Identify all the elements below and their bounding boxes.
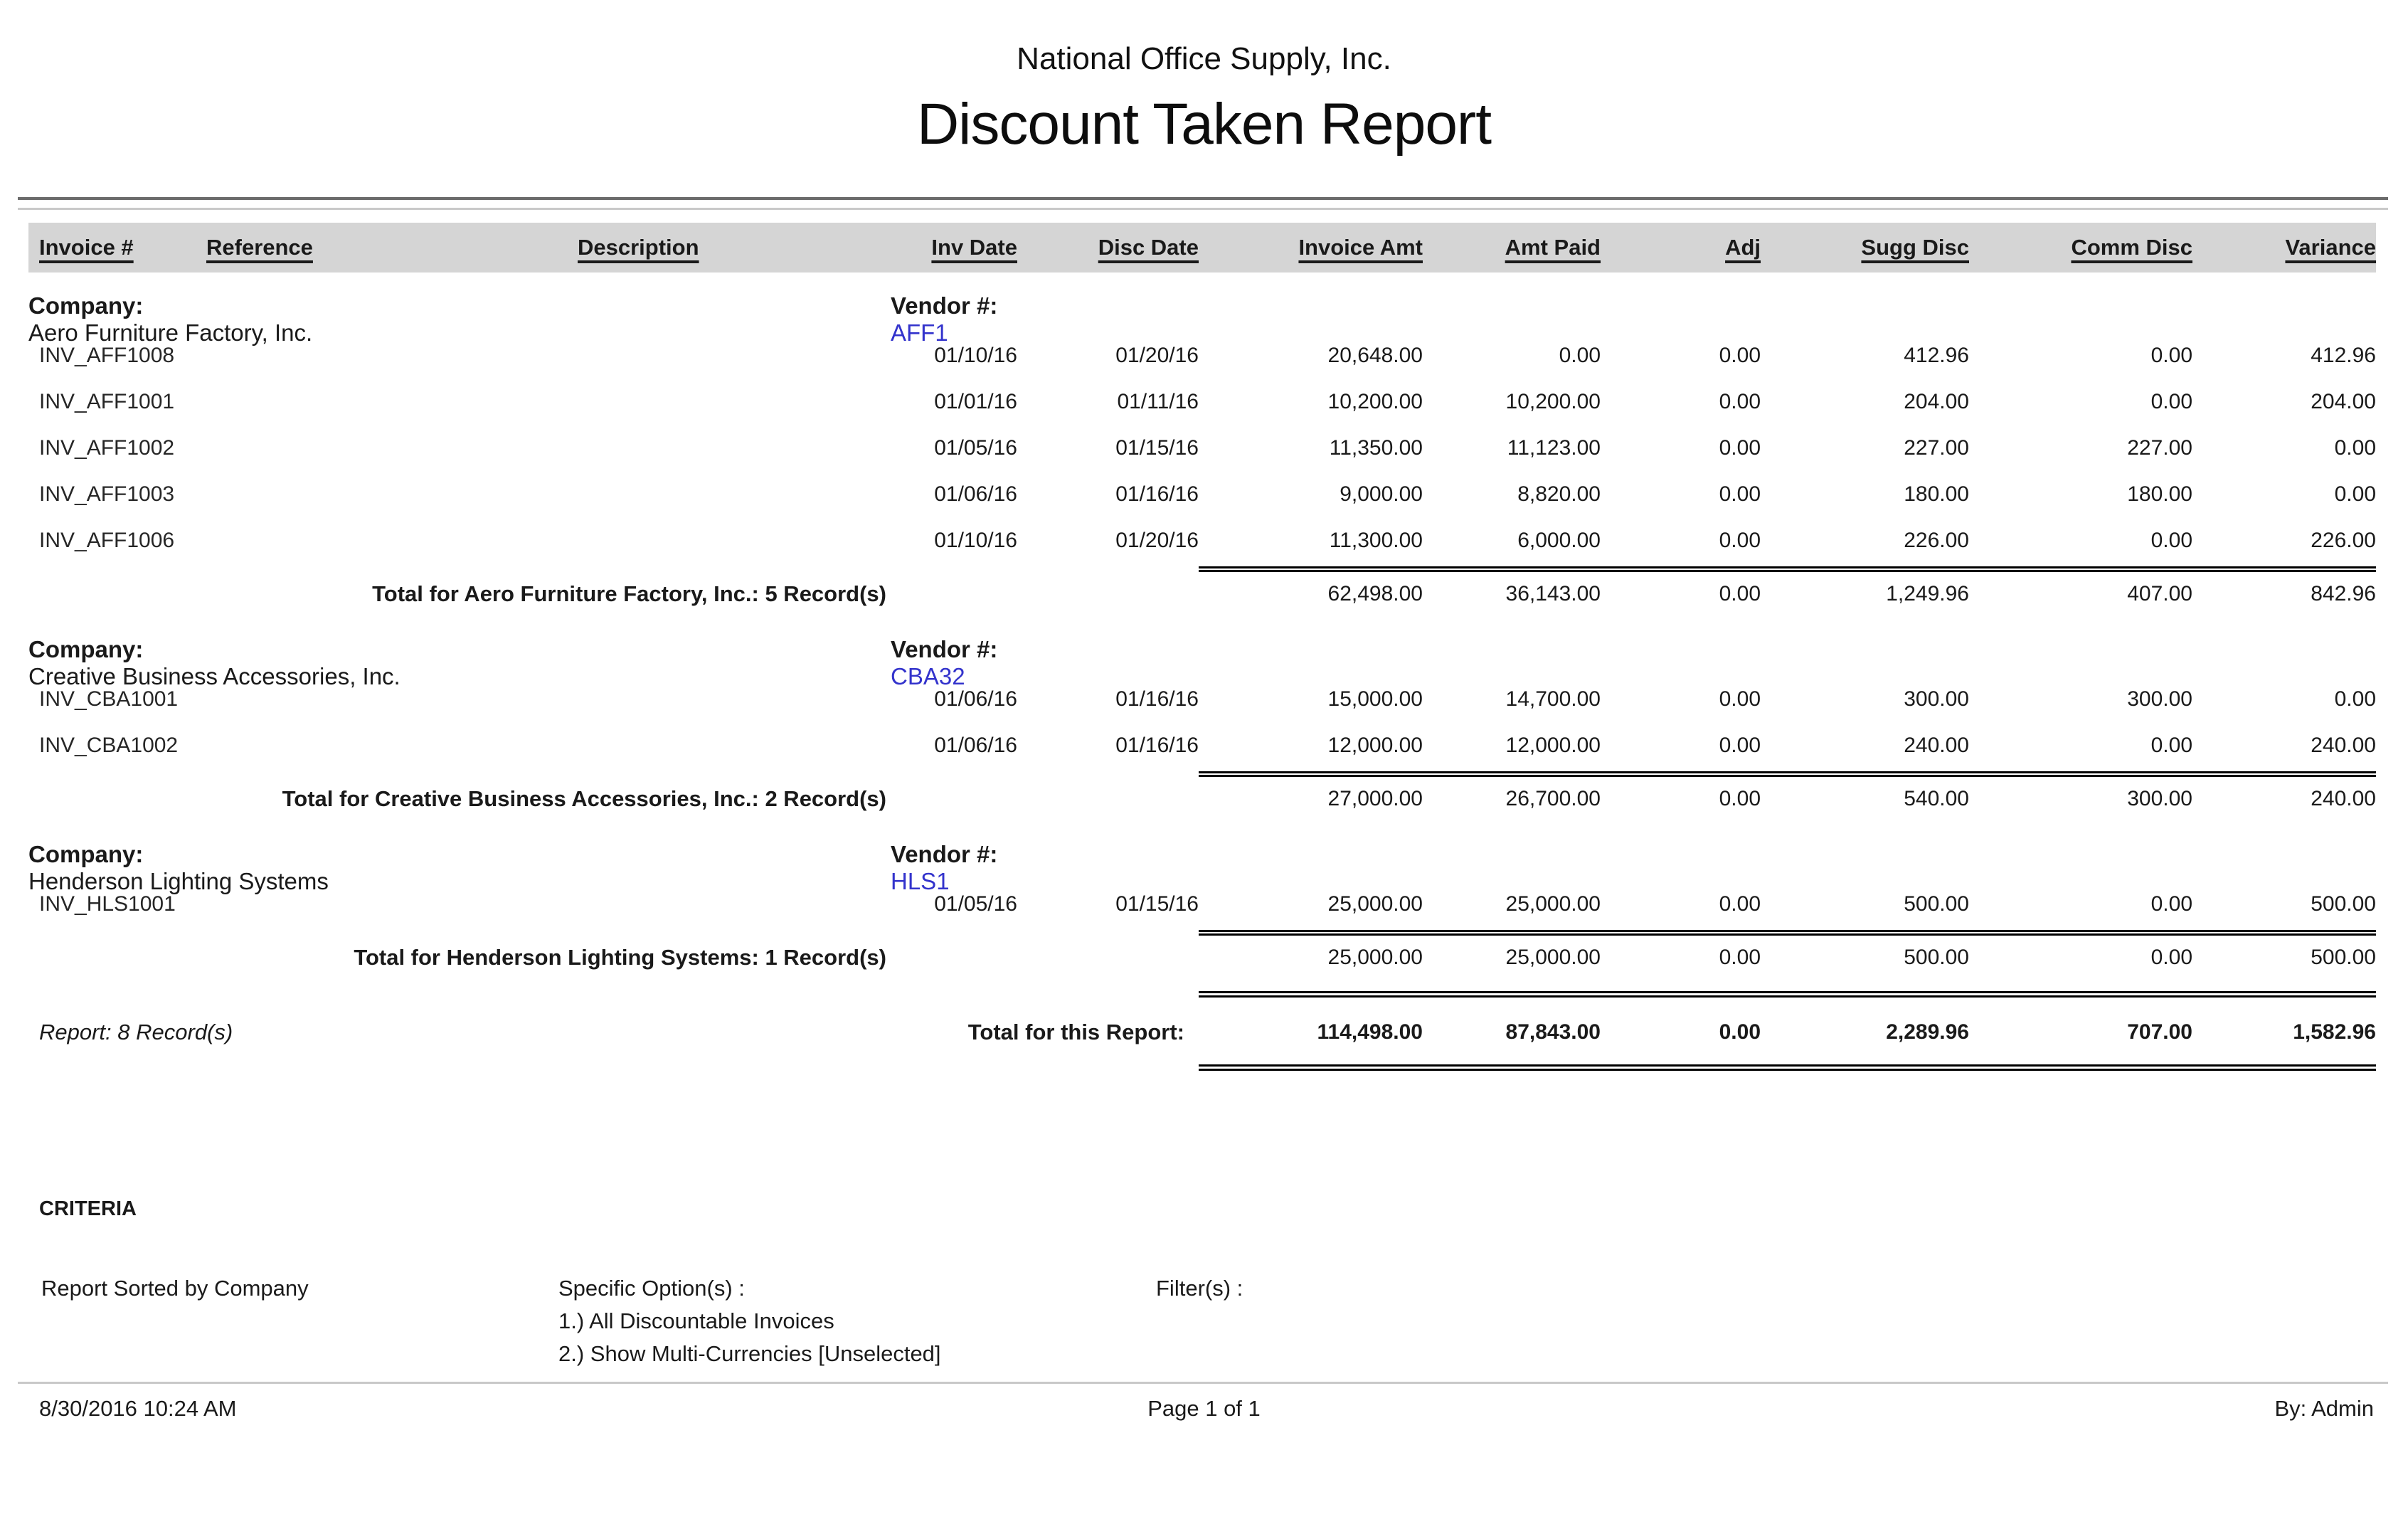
cell-invoice-number: INV_AFF1006 <box>39 528 175 552</box>
col-header-amt-paid <box>1423 235 1601 260</box>
cell-invoice-number: INV_AFF1001 <box>39 389 175 413</box>
footer-datetime: 8/30/2016 10:24 AM <box>39 1396 237 1421</box>
cell-variance: 500.00 <box>2311 892 2376 916</box>
report-total-sugg-disc: 2,289.96 <box>1886 1020 1969 1044</box>
cell-invoice-number: INV_AFF1008 <box>39 343 175 367</box>
report-total-label: Total for this Report: <box>967 1020 1184 1044</box>
company-name: Creative Business Accessories, Inc. <box>28 663 401 689</box>
group-total-variance: 240.00 <box>2311 787 2376 810</box>
cell-invoice-amt: 20,648.00 <box>1327 343 1423 367</box>
criteria-sorted-by-text: Report Sorted by Company <box>41 1276 309 1301</box>
criteria-filters <box>1156 1272 2376 1370</box>
col-header-sugg-disc-label: Sugg Disc <box>1861 235 1969 260</box>
report-total-top-rule <box>28 991 2376 998</box>
cell-variance: 412.96 <box>2311 343 2376 367</box>
vendor-label: Vendor #: <box>891 292 998 319</box>
criteria-section <box>28 1197 2376 1370</box>
company-brand-title: National Office Supply, Inc. <box>1017 41 1391 76</box>
group-total-row <box>28 777 2376 821</box>
table-row <box>28 471 2376 517</box>
vendor-cell <box>889 292 1423 346</box>
group-total-amt-paid: 36,143.00 <box>1505 582 1601 605</box>
cell-comm-disc: 300.00 <box>2127 687 2192 711</box>
cell-invoice-number: INV_AFF1003 <box>39 482 175 506</box>
criteria-heading: CRITERIA <box>39 1197 137 1220</box>
title-divider-dark <box>18 197 2388 200</box>
col-header-invoice-amt-label: Invoice Amt <box>1298 235 1423 260</box>
group-total-invoice-amt: 62,498.00 <box>1327 582 1423 605</box>
col-header-reference-label: Reference <box>206 235 313 260</box>
cell-variance: 0.00 <box>2334 482 2376 506</box>
cell-adj: 0.00 <box>1719 528 1761 552</box>
cell-adj: 0.00 <box>1719 482 1761 506</box>
vendor-cell <box>889 841 1423 895</box>
col-header-adj-label: Adj <box>1725 235 1761 260</box>
col-header-sugg-disc <box>1761 235 1969 260</box>
specific-option-2: 2.) Show Multi-Currencies [Unselected] <box>558 1341 941 1366</box>
cell-disc-date: 01/20/16 <box>1115 343 1199 367</box>
cell-adj: 0.00 <box>1719 435 1761 460</box>
company-row <box>28 841 2376 894</box>
cell-sugg-disc: 500.00 <box>1904 892 1969 916</box>
cell-invoice-amt: 25,000.00 <box>1327 892 1423 916</box>
group-total-label: Total for Henderson Lighting Systems: 1 Record(s) <box>354 945 886 970</box>
col-header-invoice-number-label: Invoice # <box>39 235 134 260</box>
criteria-sorted-by <box>28 1272 558 1370</box>
group-total-variance: 842.96 <box>2311 582 2376 605</box>
col-header-invoice-amt <box>1199 235 1423 260</box>
cell-invoice-number: INV_HLS1001 <box>39 892 176 916</box>
report-total-invoice-amt: 114,498.00 <box>1317 1020 1423 1044</box>
cell-invoice-amt: 11,300.00 <box>1329 528 1423 552</box>
table-row <box>28 425 2376 471</box>
col-header-amt-paid-label: Amt Paid <box>1505 235 1601 260</box>
cell-inv-date: 01/06/16 <box>934 482 1017 506</box>
cell-disc-date: 01/16/16 <box>1115 733 1199 757</box>
footer <box>0 1396 2408 1422</box>
cell-inv-date: 01/10/16 <box>934 343 1017 367</box>
group-total-sugg-disc: 540.00 <box>1904 787 1969 810</box>
report-total-row <box>28 1010 2376 1054</box>
cell-invoice-number: INV_AFF1002 <box>39 435 175 460</box>
company-row <box>28 292 2376 346</box>
criteria-specific-options <box>558 1272 1156 1370</box>
report-body <box>28 223 2376 1370</box>
cell-sugg-disc: 412.96 <box>1904 343 1969 367</box>
cell-amt-paid: 12,000.00 <box>1505 733 1601 757</box>
group-total-sugg-disc: 500.00 <box>1904 946 1969 969</box>
company-row <box>28 636 2376 689</box>
cell-inv-date: 01/05/16 <box>934 435 1017 460</box>
footer-user: By: Admin <box>2274 1396 2374 1421</box>
report-total-comm-disc: 707.00 <box>2127 1020 2192 1044</box>
cell-invoice-number: INV_CBA1002 <box>39 733 179 757</box>
rule-segment <box>1199 566 2376 572</box>
col-header-variance-label: Variance <box>2285 235 2376 260</box>
cell-amt-paid: 11,123.00 <box>1507 435 1601 460</box>
footer-divider <box>18 1382 2388 1384</box>
specific-options-label: Specific Option(s) : <box>558 1276 745 1301</box>
cell-variance: 0.00 <box>2334 687 2376 711</box>
table-row <box>28 722 2376 768</box>
group-total-rule <box>28 771 2376 777</box>
cell-adj: 0.00 <box>1719 343 1761 367</box>
table-row <box>28 379 2376 425</box>
cell-disc-date: 01/15/16 <box>1115 892 1199 916</box>
filters-label: Filter(s) : <box>1156 1276 1243 1301</box>
cell-disc-date: 01/16/16 <box>1115 482 1199 506</box>
cell-inv-date: 01/06/16 <box>934 733 1017 757</box>
cell-sugg-disc: 180.00 <box>1904 482 1969 506</box>
vendor-cell <box>889 636 1423 690</box>
vendor-code-link[interactable]: CBA32 <box>891 663 965 689</box>
cell-invoice-amt: 9,000.00 <box>1340 482 1423 506</box>
company-name: Henderson Lighting Systems <box>28 868 329 894</box>
group-total-adj: 0.00 <box>1719 582 1761 605</box>
cell-amt-paid: 6,000.00 <box>1517 528 1601 552</box>
col-header-description <box>541 235 889 260</box>
cell-disc-date: 01/11/16 <box>1117 389 1199 413</box>
cell-invoice-amt: 11,350.00 <box>1329 435 1423 460</box>
cell-amt-paid: 25,000.00 <box>1505 892 1601 916</box>
company-name-cell <box>28 841 889 895</box>
group-total-amt-paid: 26,700.00 <box>1505 787 1601 810</box>
rule-segment <box>1199 930 2376 936</box>
cell-disc-date: 01/16/16 <box>1115 687 1199 711</box>
cell-comm-disc: 0.00 <box>2150 892 2192 916</box>
cell-amt-paid: 14,700.00 <box>1505 687 1601 711</box>
cell-sugg-disc: 227.00 <box>1904 435 1969 460</box>
group-total-adj: 0.00 <box>1719 787 1761 810</box>
rule-segment <box>1199 1064 2376 1071</box>
group-total-comm-disc: 0.00 <box>2150 946 2192 969</box>
cell-amt-paid: 10,200.00 <box>1505 389 1601 413</box>
rule-segment <box>1199 991 2376 998</box>
company-label: Company: <box>28 292 144 319</box>
col-header-description-label: Description <box>578 235 699 260</box>
group-total-rule <box>28 566 2376 572</box>
report-total-bottom-rule <box>28 1064 2376 1071</box>
report-total-amt-paid: 87,843.00 <box>1505 1020 1601 1044</box>
group-total-row <box>28 936 2376 980</box>
report-total-variance: 1,582.96 <box>2293 1020 2376 1044</box>
vendor-code-link[interactable]: AFF1 <box>891 319 948 346</box>
cell-adj: 0.00 <box>1719 687 1761 711</box>
vendor-code-link[interactable]: HLS1 <box>891 868 950 894</box>
group-total-label: Total for Aero Furniture Factory, Inc.: 5 Record(s) <box>372 581 886 606</box>
company-label: Company: <box>28 841 144 867</box>
col-header-disc-date-label: Disc Date <box>1098 235 1199 260</box>
cell-adj: 0.00 <box>1719 892 1761 916</box>
cell-amt-paid: 0.00 <box>1559 343 1601 367</box>
table-row <box>28 517 2376 564</box>
cell-comm-disc: 0.00 <box>2150 343 2192 367</box>
col-header-inv-date-label: Inv Date <box>931 235 1017 260</box>
cell-inv-date: 01/01/16 <box>934 389 1017 413</box>
group-total-row <box>28 572 2376 616</box>
col-header-disc-date <box>1017 235 1199 260</box>
rule-segment <box>1199 771 2376 777</box>
page-title: Discount Taken Report <box>916 92 1492 157</box>
cell-invoice-number: INV_CBA1001 <box>39 687 179 711</box>
col-header-comm-disc <box>1969 235 2192 260</box>
cell-variance: 226.00 <box>2311 528 2376 552</box>
col-header-comm-disc-label: Comm Disc <box>2071 235 2192 260</box>
cell-comm-disc: 0.00 <box>2150 733 2192 757</box>
cell-variance: 204.00 <box>2311 389 2376 413</box>
group-total-sugg-disc: 1,249.96 <box>1886 582 1969 605</box>
cell-comm-disc: 180.00 <box>2127 482 2192 506</box>
cell-variance: 0.00 <box>2334 435 2376 460</box>
cell-sugg-disc: 226.00 <box>1904 528 1969 552</box>
company-label: Company: <box>28 636 144 662</box>
cell-variance: 240.00 <box>2311 733 2376 757</box>
criteria-grid <box>28 1272 2376 1370</box>
table-header-row <box>28 223 2376 273</box>
vendor-label: Vendor #: <box>891 841 998 867</box>
group-total-rule <box>28 930 2376 936</box>
specific-option-1: 1.) All Discountable Invoices <box>558 1308 834 1333</box>
cell-invoice-amt: 12,000.00 <box>1327 733 1423 757</box>
cell-adj: 0.00 <box>1719 733 1761 757</box>
group-total-amt-paid: 25,000.00 <box>1505 946 1601 969</box>
col-header-invoice-number <box>28 235 206 260</box>
cell-inv-date: 01/05/16 <box>934 892 1017 916</box>
cell-disc-date: 01/20/16 <box>1115 528 1199 552</box>
report-total-adj: 0.00 <box>1719 1020 1761 1044</box>
company-name-cell <box>28 636 889 690</box>
cell-disc-date: 01/15/16 <box>1115 435 1199 460</box>
title-divider-light <box>18 208 2388 210</box>
group-total-variance: 500.00 <box>2311 946 2376 969</box>
cell-sugg-disc: 204.00 <box>1904 389 1969 413</box>
vendor-label: Vendor #: <box>891 636 998 662</box>
group-total-invoice-amt: 25,000.00 <box>1327 946 1423 969</box>
group-total-invoice-amt: 27,000.00 <box>1327 787 1423 810</box>
cell-sugg-disc: 240.00 <box>1904 733 1969 757</box>
col-header-variance <box>2192 235 2376 260</box>
cell-inv-date: 01/10/16 <box>934 528 1017 552</box>
company-name: Aero Furniture Factory, Inc. <box>28 319 313 346</box>
cell-invoice-amt: 10,200.00 <box>1327 389 1423 413</box>
col-header-reference <box>206 235 541 260</box>
group-total-comm-disc: 407.00 <box>2127 582 2192 605</box>
cell-invoice-amt: 15,000.00 <box>1327 687 1423 711</box>
cell-amt-paid: 8,820.00 <box>1517 482 1601 506</box>
cell-comm-disc: 0.00 <box>2150 528 2192 552</box>
cell-sugg-disc: 300.00 <box>1904 687 1969 711</box>
cell-comm-disc: 227.00 <box>2127 435 2192 460</box>
col-header-adj <box>1601 235 1761 260</box>
cell-inv-date: 01/06/16 <box>934 687 1017 711</box>
col-header-inv-date <box>889 235 1017 260</box>
cell-comm-disc: 0.00 <box>2150 389 2192 413</box>
report-record-count: Report: 8 Record(s) <box>39 1020 233 1044</box>
group-total-label: Total for Creative Business Accessories, Inc.: 2 Record(s) <box>282 786 886 811</box>
cell-adj: 0.00 <box>1719 389 1761 413</box>
company-groups <box>28 292 2376 998</box>
group-total-adj: 0.00 <box>1719 946 1761 969</box>
company-name-cell <box>28 292 889 346</box>
group-total-comm-disc: 300.00 <box>2127 787 2192 810</box>
footer-page-number: Page 1 of 1 <box>1147 1396 1261 1421</box>
